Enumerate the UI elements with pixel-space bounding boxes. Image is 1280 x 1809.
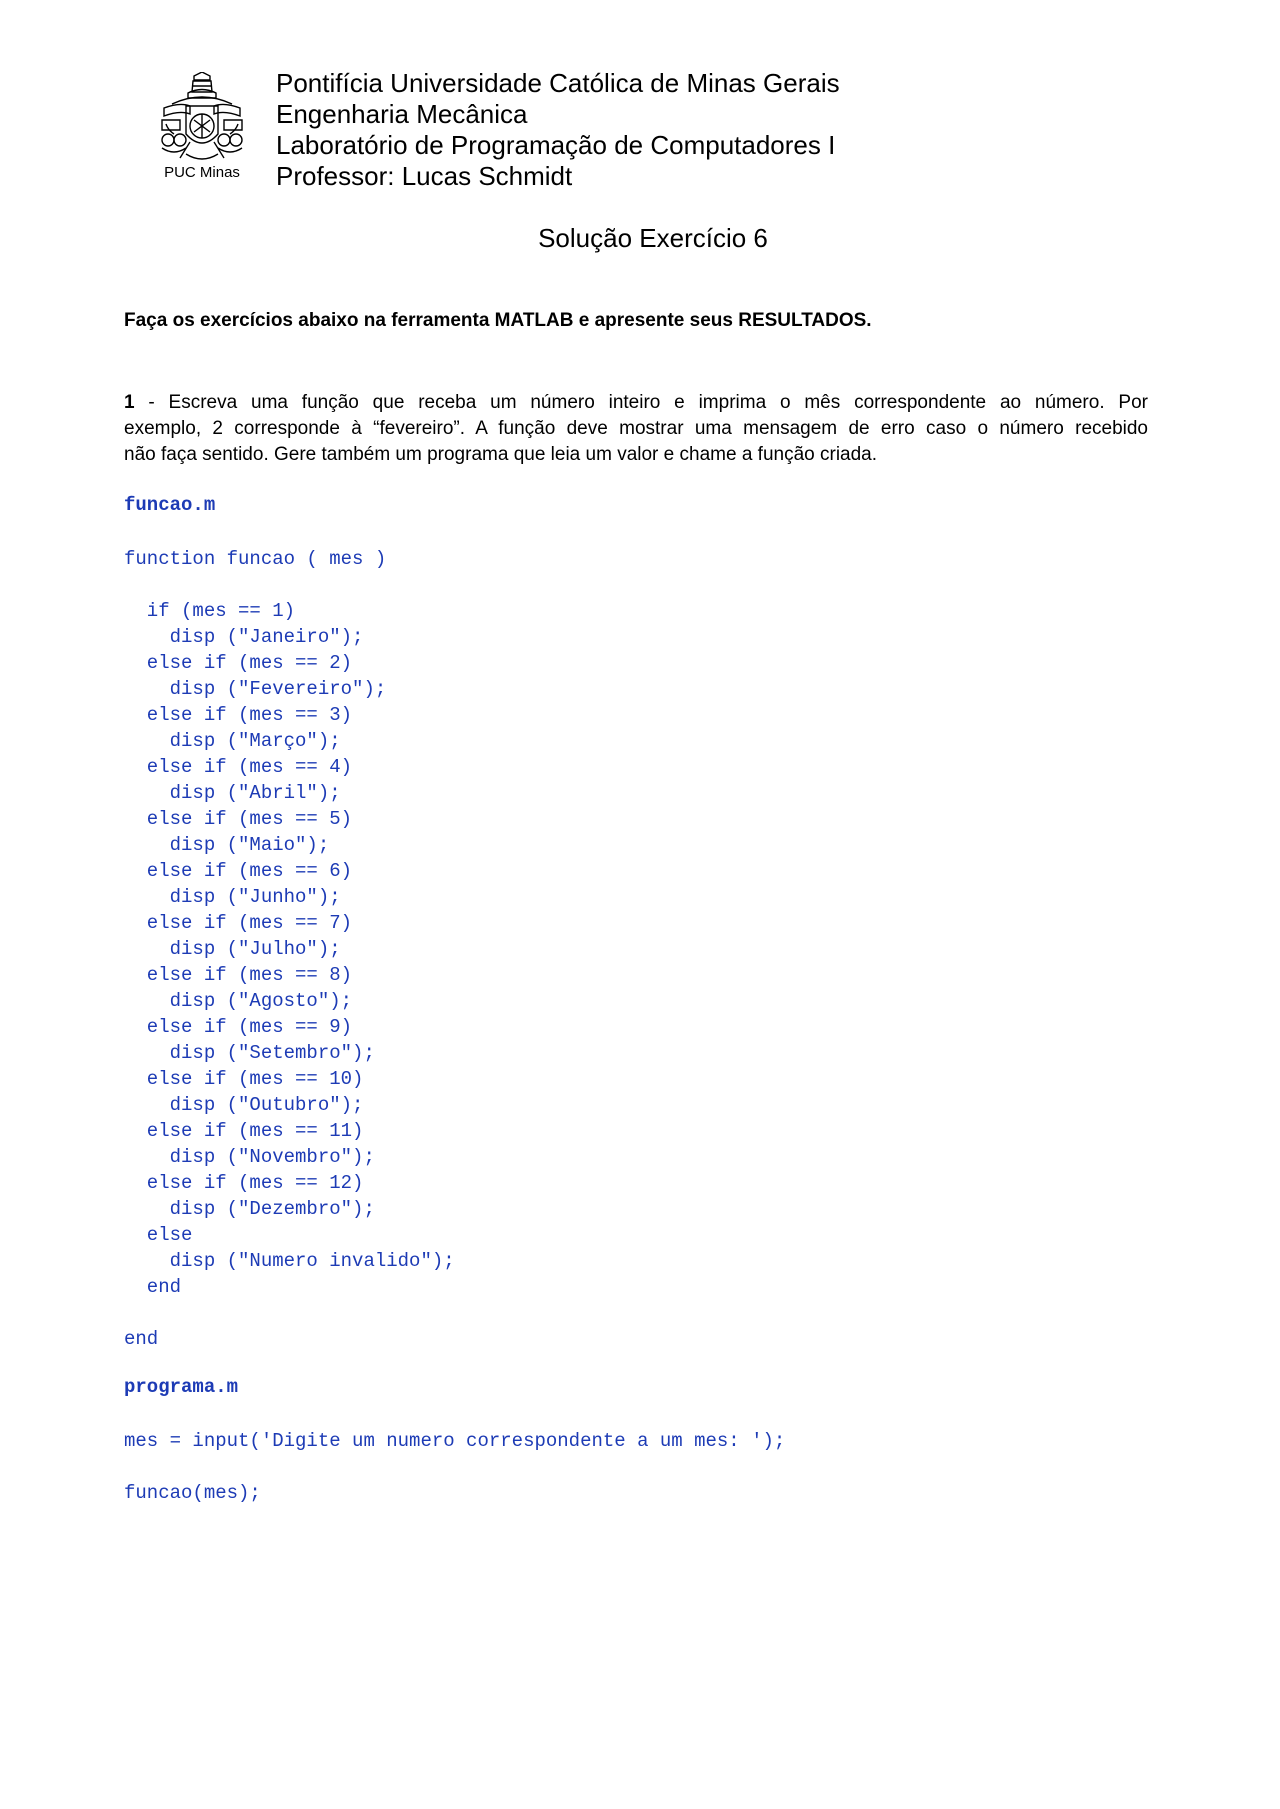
code-line: funcao(mes); bbox=[124, 1482, 261, 1504]
code-line: end bbox=[124, 1276, 182, 1298]
question-line-1-text: - Escreva uma função que receba um número inteiro e imprima o mês correspondente ao número. Por bbox=[134, 392, 1148, 413]
professor-name: Professor: Lucas Schmidt bbox=[276, 161, 573, 191]
code-line: disp ("Setembro"); bbox=[124, 1042, 375, 1064]
question-number: 1 bbox=[124, 392, 135, 413]
code-filename-programa: programa.m bbox=[124, 1376, 239, 1398]
code-line: disp ("Numero invalido"); bbox=[124, 1250, 455, 1272]
question-line-3: não faça sentido. Gere também um programa que leia um valor e chame a função criada. bbox=[124, 444, 878, 465]
code-line: else if (mes == 2) bbox=[124, 652, 353, 674]
code-line bbox=[124, 1300, 455, 1326]
code-line: else bbox=[124, 1224, 193, 1246]
code-line bbox=[124, 572, 455, 598]
code-filename-funcao: funcao.m bbox=[124, 494, 216, 516]
institution-header bbox=[276, 68, 840, 192]
code-line: end bbox=[124, 1328, 159, 1350]
code-line: else if (mes == 7) bbox=[124, 912, 353, 934]
code-line: else if (mes == 4) bbox=[124, 756, 353, 778]
question-1 bbox=[124, 390, 1148, 468]
code-line: disp ("Janeiro"); bbox=[124, 626, 364, 648]
code-line: disp ("Abril"); bbox=[124, 782, 341, 804]
logo-caption: PUC Minas bbox=[164, 164, 240, 181]
code-line: disp ("Outubro"); bbox=[124, 1094, 364, 1116]
code-line: disp ("Julho"); bbox=[124, 938, 341, 960]
code-line: else if (mes == 12) bbox=[124, 1172, 364, 1194]
code-line: else if (mes == 9) bbox=[124, 1016, 353, 1038]
code-line: disp ("Junho"); bbox=[124, 886, 341, 908]
code-block-funcao bbox=[124, 546, 455, 1352]
puc-minas-logo bbox=[150, 72, 254, 184]
code-line: else if (mes == 6) bbox=[124, 860, 353, 882]
code-line: disp ("Fevereiro"); bbox=[124, 678, 387, 700]
document-title: Solução Exercício 6 bbox=[538, 223, 768, 253]
code-line: disp ("Dezembro"); bbox=[124, 1198, 375, 1220]
code-line: else if (mes == 11) bbox=[124, 1120, 364, 1142]
code-line: function funcao ( mes ) bbox=[124, 548, 387, 570]
university-name: Pontifícia Universidade Católica de Minas Gerais bbox=[276, 68, 840, 98]
code-line: else if (mes == 5) bbox=[124, 808, 353, 830]
code-line: else if (mes == 3) bbox=[124, 704, 353, 726]
code-line: else if (mes == 10) bbox=[124, 1068, 364, 1090]
code-line: disp ("Março"); bbox=[124, 730, 341, 752]
course-name: Engenharia Mecânica bbox=[276, 99, 528, 129]
coat-of-arms-icon bbox=[150, 72, 254, 164]
lab-name: Laboratório de Programação de Computadores I bbox=[276, 130, 836, 160]
code-line bbox=[124, 1454, 785, 1480]
question-line-1 bbox=[124, 390, 1148, 416]
code-line: if (mes == 1) bbox=[124, 600, 296, 622]
code-line: mes = input('Digite um numero correspondente a um mes: '); bbox=[124, 1430, 786, 1452]
instruction-text: Faça os exercícios abaixo na ferramenta MATLAB e apresente seus RESULTADOS. bbox=[124, 310, 872, 331]
code-line: disp ("Novembro"); bbox=[124, 1146, 375, 1168]
code-block-programa bbox=[124, 1428, 785, 1506]
code-line: disp ("Agosto"); bbox=[124, 990, 353, 1012]
code-line: else if (mes == 8) bbox=[124, 964, 353, 986]
question-line-2: exemplo, 2 corresponde à “fevereiro”. A função deve mostrar uma mensagem de erro caso o número recebido bbox=[124, 418, 1148, 439]
code-line: disp ("Maio"); bbox=[124, 834, 330, 856]
